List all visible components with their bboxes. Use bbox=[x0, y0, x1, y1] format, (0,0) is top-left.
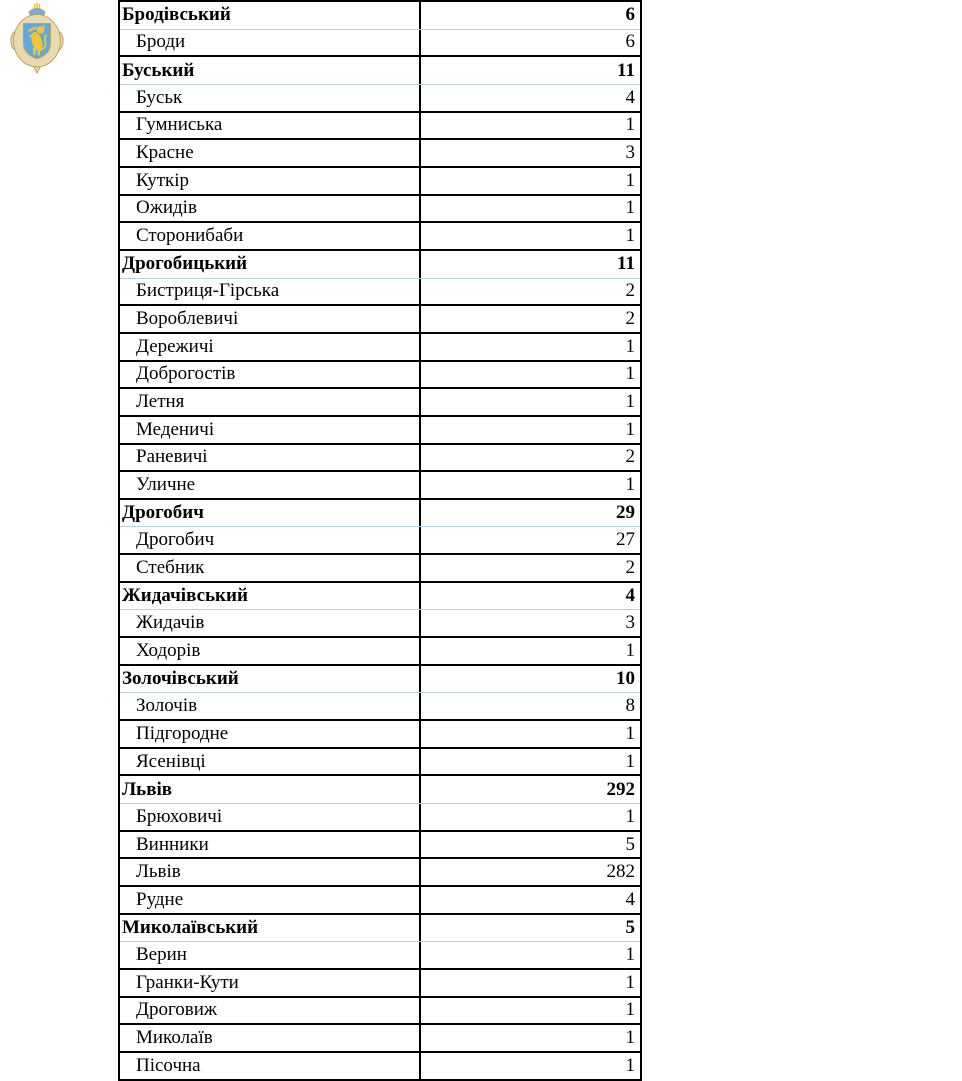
settlement-name-cell: Ожидів bbox=[120, 196, 421, 222]
settlement-row bbox=[120, 1053, 640, 1081]
settlement-name-cell: Вороблевичі bbox=[120, 306, 421, 332]
count-cell: 1 bbox=[625, 971, 635, 993]
settlement-counts-table bbox=[118, 0, 642, 1081]
district-row bbox=[120, 776, 640, 804]
count-cell: 2 bbox=[625, 280, 635, 302]
settlement-row bbox=[120, 113, 640, 141]
count-cell: 6 bbox=[625, 31, 635, 53]
count-cell: 292 bbox=[606, 778, 635, 800]
settlement-name-cell: Рудне bbox=[120, 887, 421, 913]
settlement-row bbox=[120, 196, 640, 224]
settlement-row bbox=[120, 832, 640, 860]
settlement-row bbox=[120, 638, 640, 666]
count-cell: 1 bbox=[625, 114, 635, 136]
count-cell: 8 bbox=[625, 695, 635, 717]
settlement-name-cell: Верин bbox=[120, 942, 421, 968]
count-cell: 3 bbox=[625, 142, 635, 164]
settlement-name-cell: Дрогобич bbox=[120, 527, 421, 553]
settlement-name-cell: Миколаїв bbox=[120, 1025, 421, 1051]
settlement-name-cell: Стебник bbox=[120, 555, 421, 581]
count-cell: 2 bbox=[625, 446, 635, 468]
settlement-row bbox=[120, 555, 640, 583]
settlement-name-cell: Винники bbox=[120, 832, 421, 858]
settlement-row bbox=[120, 970, 640, 998]
settlement-row bbox=[120, 527, 640, 555]
district-row bbox=[120, 915, 640, 943]
settlement-row bbox=[120, 804, 640, 832]
settlement-name-cell: Дрогобич bbox=[120, 500, 421, 527]
settlement-row bbox=[120, 362, 640, 390]
count-cell: 1 bbox=[625, 1054, 635, 1076]
settlement-row bbox=[120, 334, 640, 362]
count-cell: 1 bbox=[625, 197, 635, 219]
coat-of-arms-svg bbox=[10, 2, 64, 74]
count-cell: 4 bbox=[625, 585, 635, 607]
settlement-row bbox=[120, 749, 640, 777]
settlement-name-cell: Буський bbox=[120, 57, 421, 84]
count-cell: 1 bbox=[625, 722, 635, 744]
district-row bbox=[120, 583, 640, 611]
settlement-name-cell: Гранки-Кути bbox=[120, 970, 421, 996]
settlement-row bbox=[120, 223, 640, 251]
count-cell: 10 bbox=[616, 668, 635, 690]
count-cell: 1 bbox=[625, 999, 635, 1021]
settlement-row bbox=[120, 998, 640, 1026]
count-cell: 5 bbox=[625, 833, 635, 855]
count-cell: 2 bbox=[625, 556, 635, 578]
settlement-row bbox=[120, 859, 640, 887]
count-cell: 4 bbox=[625, 888, 635, 910]
settlement-name-cell: Раневичі bbox=[120, 445, 421, 471]
settlement-row bbox=[120, 85, 640, 113]
settlement-row bbox=[120, 417, 640, 445]
count-cell: 11 bbox=[617, 59, 635, 81]
settlement-name-cell: Дережичі bbox=[120, 334, 421, 360]
settlement-row bbox=[120, 693, 640, 721]
settlement-row bbox=[120, 472, 640, 500]
settlement-row bbox=[120, 389, 640, 417]
settlement-name-cell: Ходорів bbox=[120, 638, 421, 664]
count-cell: 1 bbox=[625, 639, 635, 661]
settlement-name-cell: Дрогобицький bbox=[120, 251, 421, 278]
count-cell: 1 bbox=[625, 418, 635, 440]
settlement-name-cell: Золочів bbox=[120, 693, 421, 719]
count-cell: 4 bbox=[625, 86, 635, 108]
settlement-name-cell: Уличне bbox=[120, 472, 421, 498]
count-cell: 11 bbox=[617, 253, 635, 275]
count-cell: 1 bbox=[625, 363, 635, 385]
district-row bbox=[120, 2, 640, 30]
count-cell: 3 bbox=[625, 612, 635, 634]
settlement-name-cell: Львів bbox=[120, 776, 421, 803]
settlement-name-cell: Летня bbox=[120, 389, 421, 415]
count-cell: 1 bbox=[625, 805, 635, 827]
district-row bbox=[120, 251, 640, 279]
district-row bbox=[120, 666, 640, 694]
count-cell: 27 bbox=[616, 529, 635, 551]
settlement-row bbox=[120, 1025, 640, 1053]
settlement-name-cell: Дроговиж bbox=[120, 998, 421, 1024]
settlement-name-cell: Куткір bbox=[120, 168, 421, 194]
count-cell: 2 bbox=[625, 308, 635, 330]
settlement-row bbox=[120, 887, 640, 915]
settlement-row bbox=[120, 721, 640, 749]
settlement-name-cell: Ясенівці bbox=[120, 749, 421, 775]
count-cell: 1 bbox=[625, 169, 635, 191]
settlement-row bbox=[120, 140, 640, 168]
settlement-row bbox=[120, 942, 640, 970]
lviv-oblast-coat-of-arms-icon bbox=[10, 2, 64, 74]
settlement-row bbox=[120, 30, 640, 58]
count-cell: 1 bbox=[625, 944, 635, 966]
count-cell: 1 bbox=[625, 750, 635, 772]
settlement-name-cell: Красне bbox=[120, 140, 421, 166]
settlement-name-cell: Брюховичі bbox=[120, 804, 421, 830]
settlement-row bbox=[120, 306, 640, 334]
district-row bbox=[120, 500, 640, 528]
settlement-name-cell: Буськ bbox=[120, 85, 421, 111]
settlement-name-cell: Броди bbox=[120, 30, 421, 56]
count-cell: 1 bbox=[625, 335, 635, 357]
count-cell: 1 bbox=[625, 473, 635, 495]
settlement-row bbox=[120, 445, 640, 473]
count-cell: 5 bbox=[625, 916, 635, 938]
settlement-row bbox=[120, 610, 640, 638]
count-cell: 1 bbox=[625, 1027, 635, 1049]
settlement-name-cell: Бродівський bbox=[120, 2, 421, 29]
district-row bbox=[120, 57, 640, 85]
count-cell: 1 bbox=[625, 391, 635, 413]
settlement-name-cell: Жидачів bbox=[120, 610, 421, 636]
settlement-name-cell: Пісочна bbox=[120, 1053, 421, 1079]
count-cell: 282 bbox=[606, 861, 635, 883]
settlement-name-cell: Меденичі bbox=[120, 417, 421, 443]
count-cell: 29 bbox=[616, 502, 635, 524]
settlement-name-cell: Доброгостів bbox=[120, 362, 421, 388]
settlement-name-cell: Золочівський bbox=[120, 666, 421, 693]
settlement-name-cell: Гумниська bbox=[120, 113, 421, 139]
count-cell: 1 bbox=[625, 225, 635, 247]
count-cell: 6 bbox=[625, 4, 635, 26]
settlement-name-cell: Бистриця-Гірська bbox=[120, 279, 421, 305]
settlement-name-cell: Сторонибаби bbox=[120, 223, 421, 249]
settlement-row bbox=[120, 279, 640, 307]
settlement-name-cell: Підгородне bbox=[120, 721, 421, 747]
settlement-row bbox=[120, 168, 640, 196]
settlement-name-cell: Жидачівський bbox=[120, 583, 421, 610]
settlement-name-cell: Миколаївський bbox=[120, 915, 421, 942]
settlement-name-cell: Львів bbox=[120, 859, 421, 885]
